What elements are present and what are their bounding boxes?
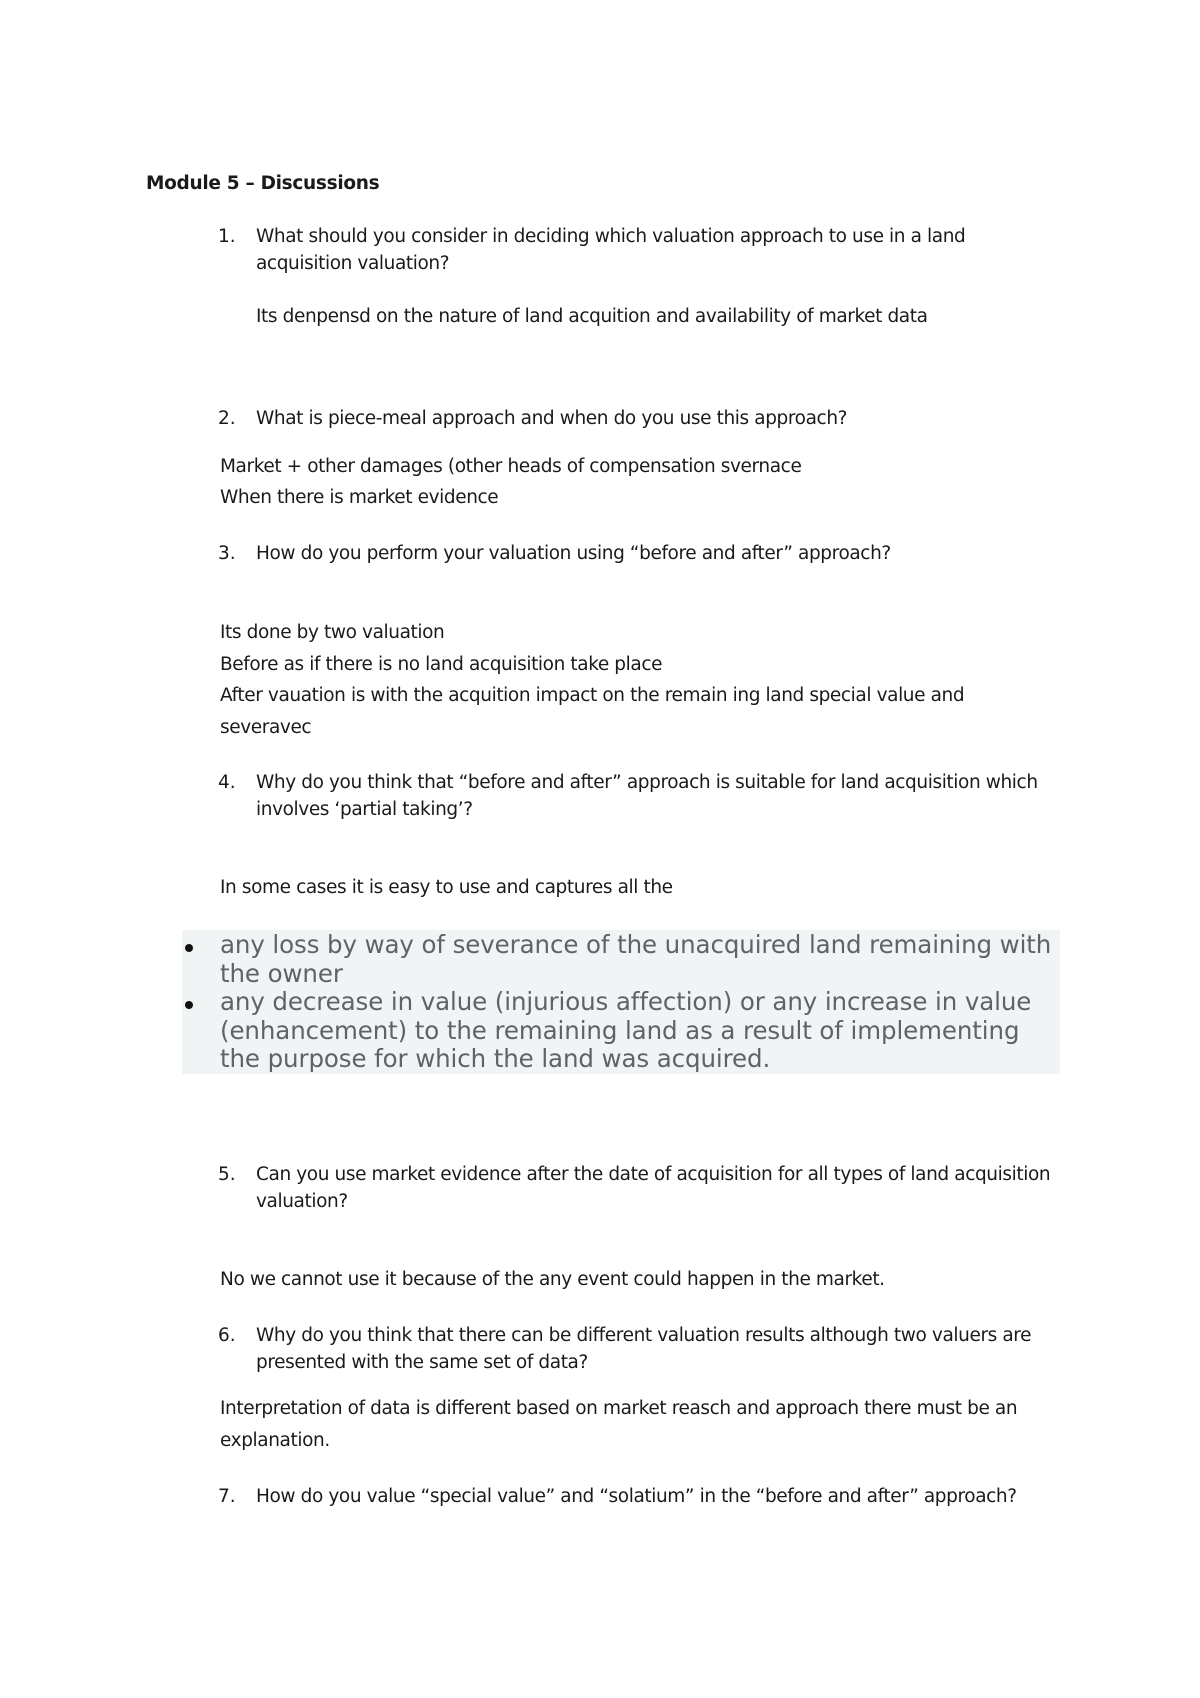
question-1-text: What should you consider in deciding which valuation approach to use in a land acquisition valuation? [256,226,966,274]
question-number-5: 5. [218,1164,236,1185]
question-number-1: 1. [218,226,236,247]
answer-2-line-1: Market + other damages (other heads of compensation svernace [220,456,802,477]
question-number-2: 2. [218,408,236,429]
question-7-text: How do you value “special value” and “solatium” in the “before and after” approach? [256,1486,1017,1507]
answer-1: Its denpensd on the nature of land acquition and availability of market data [256,306,928,327]
answer-3-line-4: severavec [220,717,312,738]
answer-5: No we cannot use it because of the any event could happen in the market. [220,1269,885,1290]
bullet-item-2: any decrease in value (injurious affection) or any increase in value (enhancement) to the remaining land as a result of implementing the purpose for which the land was acquired. [220,987,1032,1073]
answer-2-line-2: When there is market evidence [220,487,499,508]
answer-4: In some cases it is easy to use and captures all the [220,877,673,898]
question-2-text: What is piece-meal approach and when do you use this approach? [256,408,848,429]
page-title: Module 5 – Discussions [146,173,380,194]
question-3-text: How do you perform your valuation using “before and after” approach? [256,543,891,564]
question-5-text: Can you use market evidence after the date of acquisition for all types of land acquisition valuation? [256,1164,1051,1212]
question-4-text: Why do you think that “before and after” approach is suitable for land acquisition which involves ‘partial taking’? [256,772,1038,820]
bullet-dot-1 [185,944,193,952]
answer-3-line-3: After vauation is with the acquition impact on the remain ing land special value and [220,685,965,706]
answer-3-line-2: Before as if there is no land acquisition take place [220,654,663,675]
answer-6-line-1: Interpretation of data is different based on market reasch and approach there must be an [220,1398,1018,1419]
bullet-item-1: any loss by way of severance of the unacquired land remaining with the owner [220,930,1052,988]
question-number-4: 4. [218,772,236,793]
bullet-dot-2 [185,1001,193,1009]
answer-3-line-1: Its done by two valuation [220,622,445,643]
answer-6-line-2: explanation. [220,1430,330,1451]
question-6-text: Why do you think that there can be different valuation results although two valuers are presented with the same set of data? [256,1325,1032,1373]
question-number-3: 3. [218,543,236,564]
question-number-6: 6. [218,1325,236,1346]
question-number-7: 7. [218,1486,236,1507]
